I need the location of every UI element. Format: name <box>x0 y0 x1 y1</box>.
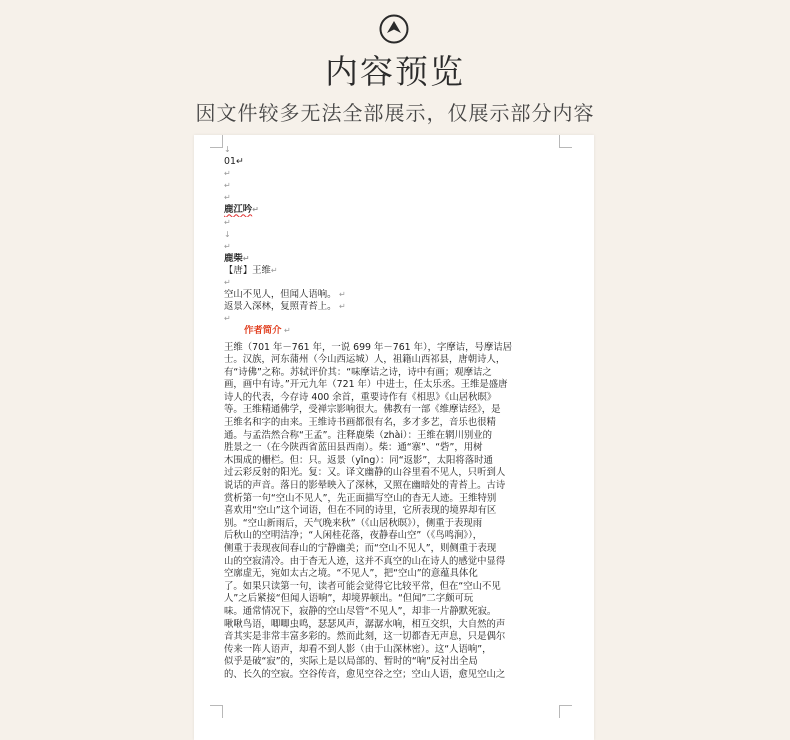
margin-corner-top-right <box>559 135 572 148</box>
body-line: 似乎是破“寂”的，实际上是以局部的、暂时的“响”反衬出全局 <box>224 656 478 668</box>
margin-corner-bottom-right <box>559 705 572 718</box>
body-line: 味。通常情况下，寂静的空山尽管“不见人”，却非一片静默死寂。 <box>224 605 497 617</box>
poem-line: 返景入深林，复照青苔上。 ↵ <box>224 301 346 313</box>
paragraph-mark: ↓ <box>224 145 231 154</box>
paragraph-mark: ↵ <box>224 193 231 203</box>
body-line: 赏析第一句“空山不见人”，先正面描写空山的杳无人迹。王维特别 <box>224 492 497 504</box>
body-line: 后秋山的空明洁净；“人闲桂花落，夜静春山空”（《鸟鸣涧》）， <box>224 530 483 542</box>
paragraph-mark: ↵ <box>224 169 231 179</box>
body-line: 画，画中有诗。”开元九年（721 年）中进士，任太乐丞。王维是盛唐 <box>224 379 508 391</box>
body-line: 木围成的栅栏。但：只。返景（yǐng）：同“返影”，太阳将落时通 <box>224 454 493 466</box>
body-line: 有“诗佛”之称。苏轼评价其：“味摩诘之诗，诗中有画；观摩诘之 <box>224 366 492 378</box>
page-title: 内容预览 <box>325 52 465 91</box>
margin-corner-bottom-left <box>210 705 223 718</box>
body-line: 啾啾鸟语，唧唧虫鸣，瑟瑟风声，潺潺水响，相互交织，大自然的声 <box>224 618 506 630</box>
paragraph-mark: ↵ <box>224 181 231 191</box>
page-number-line: 01↵ <box>224 156 244 168</box>
page-subtitle: 因文件较多无法全部展示，仅展示部分内容 <box>195 101 595 125</box>
document-preview <box>194 135 594 740</box>
body-line: 士。汉族，河东蒲州（今山西运城）人，祖籍山西祁县，唐朝诗人， <box>224 354 506 366</box>
body-line: 诗人的代表，今存诗 400 余首，重要诗作有《相思》《山居秋暝》 <box>224 391 497 403</box>
body-line: 通。与孟浩然合称“王孟”。注释鹿柴（zhài）：王维在辋川别业的 <box>224 429 492 441</box>
body-line: 说话的声音。落日的影晕映入了深林，又照在幽暗处的青苔上。古诗 <box>224 480 506 492</box>
document-content: ↓ 01↵ ↵ ↵ ↵ 鹿江吟↵ ↵ ↓ ↵ 鹿柴↵ 【唐】王维↵ ↵ 空山不见人，但闻人语响。 ↵ 返景入深林，复照青苔上。 ↵ ↵ 作者简介 ↵ 王维（701 年－761 年，一说 699 年－761 年），字摩诘，号摩诘居 士。汉族，河东蒲州（今山西运城）人，祖籍山西祁县，唐朝诗人， 有“诗佛”之称。苏轼评价其：“味摩诘之诗，诗中有画；观摩诘之 画，画中有诗。”开元九年（721 年）中进士，任太乐丞。王维是盛唐 诗人的代表，今存诗 400 余首，重要诗作有《相思》《山居秋暝》 等。王维精通佛学，受禅宗影响很大。佛教有一部《维摩诘经》，是 王维名和字的由来。王维诗书画都很有名，多才多艺，音乐也很精 通。与孟浩然合称“王孟”。注释鹿柴（zhài）：王维在辋川别业的 胜景之一（在今陕西省蓝田县西南）。柴：通“寨”、“砦”，用树 木围成的栅栏。但：只。返景（yǐng）：同“返影”，太阳将落时通 过云彩反射的阳光。复：又。译文幽静的山谷里看不见人，只听到人 说话的声音。落日的影晕映入了深林，又照在幽暗处的青苔上。古诗 赏析第一句“空山不见人”，先正面描写空山的杳无人迹。王维特别 喜欢用“空山”这个词语，但在不同的诗里，它所表现的境界却有区 别。“空山新雨后，天气晚来秋”（《山居秋暝》），侧重于表现雨 后秋山的空明洁净；“人闲桂花落，夜静春山空”（《鸟鸣涧》）， 侧重于表现夜间春山的宁静幽美；而“空山不见人”，则侧重于表现 山的空寂清冷。由于杳无人迹，这并不真空的山在诗人的感觉中显得 空廓虚无，宛如太古之境。“不见人”，把“空山”的意蕴具体化 了。如果只读第一句，读者可能会觉得它比较平常，但在“空山不见 人”之后紧接“但闻人语响”，却境界顿出。“但闻”二字颇可玩 味。通常情况下，寂静的空山尽管“不见人”，却非一片静默死寂。 啾啾鸟语，唧唧虫鸣，瑟瑟风声，潺潺水响，相互交织，大自然的声 音其实是非常丰富多彩的。然而此刻，这一切都杳无声息，只是偶尔 传来一阵人语声，却看不到人影（由于山深林密）。这“人语响”， 似乎是破“寂”的，实际上是以局部的、暂时的“响”反衬出全局 的、长久的空寂。空谷传音，愈见空谷之空；空山人语，愈见空山之 <box>224 144 554 682</box>
body-line: 山的空寂清冷。由于杳无人迹，这并不真空的山在诗人的感觉中显得 <box>224 555 506 567</box>
body-line: 胜景之一（在今陕西省蓝田县西南）。柴：通“寨”、“砦”，用树 <box>224 442 483 454</box>
body-line: 等。王维精通佛学，受禅宗影响很大。佛教有一部《维摩诘经》，是 <box>224 404 501 416</box>
margin-corner-top-left <box>210 135 223 148</box>
body-line: 传来一阵人语声，却看不到人影（由于山深林密）。这“人语响”， <box>224 643 492 655</box>
body-line: 人”之后紧接“但闻人语响”，却境界顿出。“但闻”二字颇可玩 <box>224 593 474 605</box>
author-biography <box>224 342 554 682</box>
body-line: 王维（701 年－761 年，一说 699 年－761 年），字摩诘，号摩诘居 <box>224 341 513 353</box>
poem-author: 【唐】王维↵ <box>224 264 278 276</box>
section-title: 鹿江吟↵ <box>224 204 259 216</box>
body-line: 喜欢用“空山”这个词语，但在不同的诗里，它所表现的境界却有区 <box>224 505 497 517</box>
body-line: 的、长久的空寂。空谷传音，愈见空谷之空；空山人语，愈见空山之 <box>224 668 506 680</box>
poem-title: 鹿柴↵ <box>224 252 250 264</box>
body-line: 空廓虚无，宛如太古之境。“不见人”，把“空山”的意蕴具体化 <box>224 568 478 580</box>
body-line: 侧重于表现夜间春山的宁静幽美；而“空山不见人”，则侧重于表现 <box>224 543 497 554</box>
poem-line: 空山不见人，但闻人语响。 ↵ <box>224 289 346 301</box>
body-line: 了。如果只读第一句，读者可能会觉得它比较平常，但在“空山不见 <box>224 580 501 592</box>
body-line: 过云彩反射的阳光。复：又。译文幽静的山谷里看不见人，只听到人 <box>224 467 506 479</box>
body-line: 别。“空山新雨后，天气晚来秋”（《山居秋暝》），侧重于表现雨 <box>224 517 483 529</box>
author-heading: 作者简介 ↵ <box>244 325 291 337</box>
chevron-up-circle-icon <box>379 14 409 44</box>
body-line: 音其实是非常丰富多彩的。然而此刻，这一切都杳无声息，只是偶尔 <box>224 631 506 643</box>
body-line: 王维名和字的由来。王维诗书画都很有名，多才多艺，音乐也很精 <box>224 417 496 429</box>
